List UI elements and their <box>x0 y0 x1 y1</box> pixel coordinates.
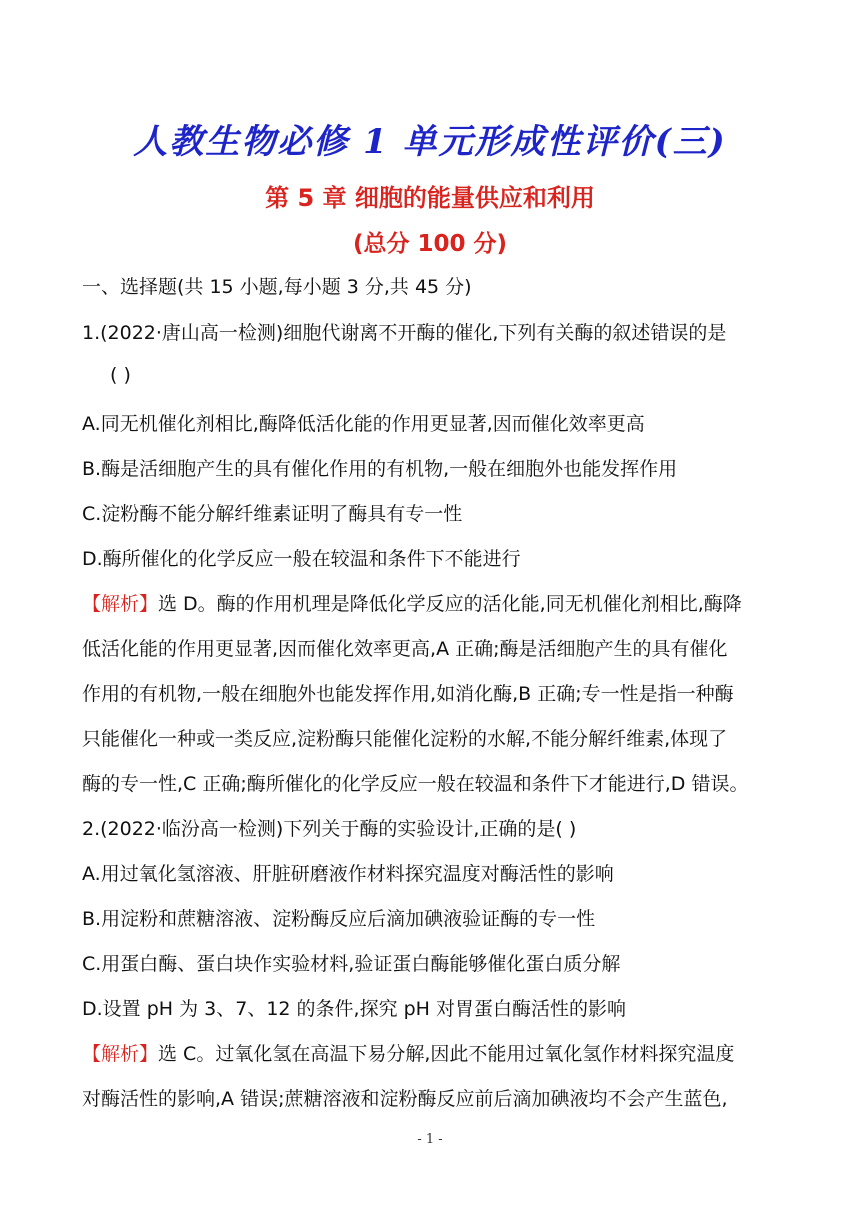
q1-stem: 1.(2022·唐山高一检测)细胞代谢离不开酶的催化,下列有关酶的叙述错误的是 <box>82 322 727 344</box>
q1-analysis-line: 酶的专一性,C 正确;酶所催化的化学反应一般在较温和条件下才能进行,D 错误。 <box>82 773 749 795</box>
q1-option-b: B.酶是活细胞产生的具有催化作用的有机物,一般在细胞外也能发挥作用 <box>82 458 678 480</box>
q2-stem: 2.(2022·临汾高一检测)下列关于酶的实验设计,正确的是( ) <box>82 818 577 840</box>
q2-analysis-text: 选 C。过氧化氢在高温下易分解,因此不能用过氧化氢作材料探究温度 <box>158 1043 735 1065</box>
page-number: - 1 - <box>417 1132 443 1147</box>
q2-option-a: A.用过氧化氢溶液、肝脏研磨液作材料探究温度对酶活性的影响 <box>82 863 614 885</box>
document-title: 人教生物必修 1 单元形成性评价(三) <box>133 122 727 162</box>
q2-option-c: C.用蛋白酶、蛋白块作实验材料,验证蛋白酶能够催化蛋白质分解 <box>82 953 621 975</box>
q2-option-b: B.用淀粉和蔗糖溶液、淀粉酶反应后滴加碘液验证酶的专一性 <box>82 908 596 930</box>
q1-option-a: A.同无机催化剂相比,酶降低活化能的作用更显著,因而催化效率更高 <box>82 413 645 435</box>
q1-analysis-line: 作用的有机物,一般在细胞外也能发挥作用,如消化酶,B 正确;专一性是指一种酶 <box>82 683 734 705</box>
q2-analysis-first-line <box>82 1039 734 1066</box>
chapter-heading: 第 5 章 细胞的能量供应和利用 <box>265 184 595 212</box>
q2-option-d: D.设置 pH 为 3、7、12 的条件,探究 pH 对胃蛋白酶活性的影响 <box>82 998 626 1020</box>
q1-analysis-first-line <box>82 589 742 616</box>
q1-analysis-line: 低活化能的作用更显著,因而催化效率更高,A 正确;酶是活细胞产生的具有催化 <box>82 638 728 660</box>
q1-answer-blank: ( ) <box>110 364 131 386</box>
q1-option-c: C.淀粉酶不能分解纤维素证明了酶具有专一性 <box>82 503 463 525</box>
q1-analysis-text: 选 D。酶的作用机理是降低化学反应的活化能,同无机催化剂相比,酶降 <box>158 593 742 615</box>
analysis-tag: 【解析】 <box>82 593 159 615</box>
analysis-tag: 【解析】 <box>82 1043 159 1065</box>
total-score: (总分 100 分) <box>352 231 508 257</box>
q2-analysis-line: 对酶活性的影响,A 错误;蔗糖溶液和淀粉酶反应前后滴加碘液均不会产生蓝色, <box>82 1088 728 1110</box>
q1-analysis-line: 只能催化一种或一类反应,淀粉酶只能催化淀粉的水解,不能分解纤维素,体现了 <box>82 728 728 750</box>
q1-option-d: D.酶所催化的化学反应一般在较温和条件下不能进行 <box>82 548 521 570</box>
section-heading: 一、选择题(共 15 小题,每小题 3 分,共 45 分) <box>82 276 472 298</box>
